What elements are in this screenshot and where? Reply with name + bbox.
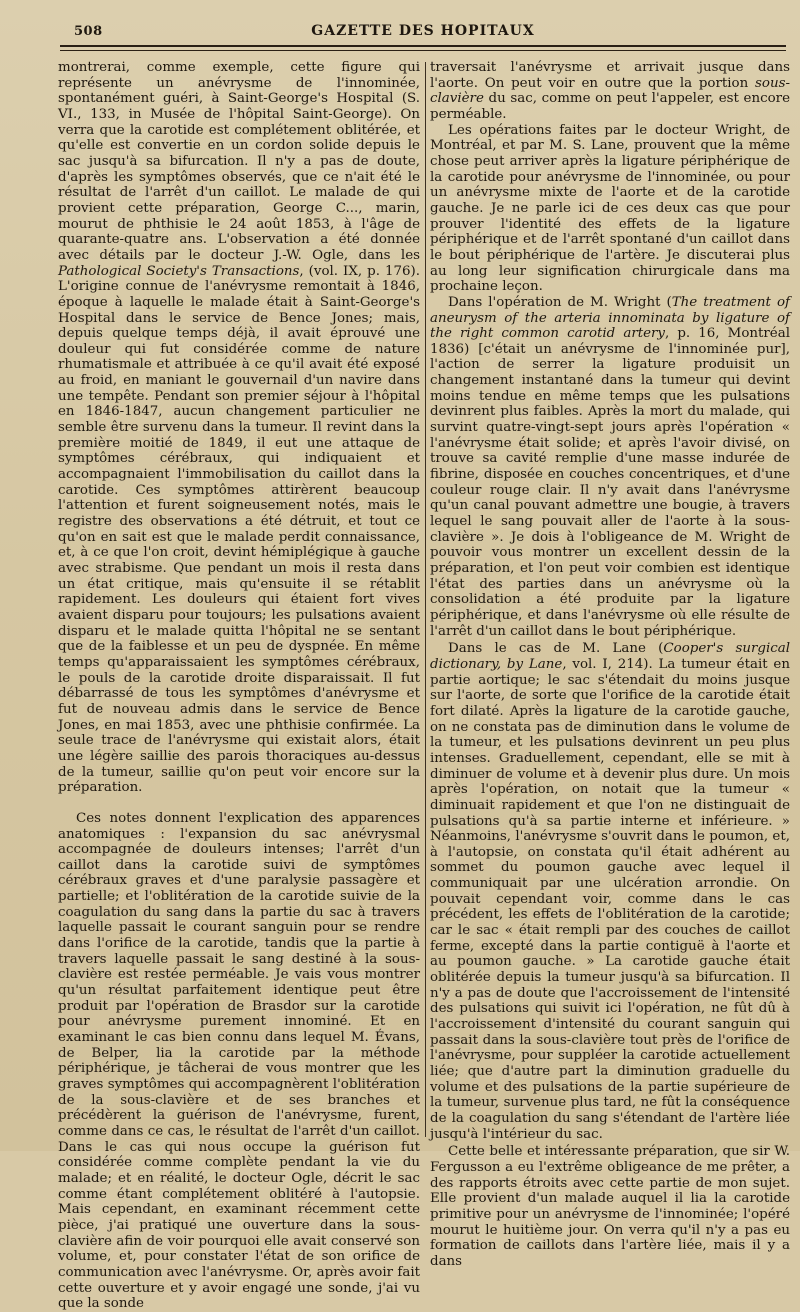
paragraph: traversait l'anévrysme et arrivait jusque dans l'aorte. On peut voir en outre que la portion sous-clavière du sac, comme on peut l'appeler, est encore perméable. (430, 60, 790, 122)
reference-title: Cooper's surgical dictionary, by Lane (430, 641, 790, 672)
page-number: 508 (74, 24, 103, 39)
header-rule (60, 45, 786, 51)
paragraph: Dans le cas de M. Lane (Cooper's surgical dictionary, by Lane, vol. I, 214). La tumeur était en partie aortique; le sac s'étendait du moins jusque sur l'aorte, de sorte que l'orifice de la carotide était fort dilaté. Après la ligature de la carotide gauche, on ne constata pas de diminution dans le volume de la tumeur, et les pulsations devinrent un peu plus intenses. Graduellement, cependant, elle se mit à diminuer de volume et à devenir plus dure. Un mois après l'opération, on notait que la tumeur « diminuait rapidement et que l'on ne distinguait de pulsations qu'à sa partie interne et inférieure. » Néanmoins, l'anévrysme s'ouvrit dans le poumon, et, à l'autopsie, on constata qu'il était adhérent au sommet du poumon gauche avec lequel il communiquait par une ulcération arrondie. On pouvait cependant voir, comme dans le cas précédent, les effets de l'oblitération de la carotide; car le sac « était rempli par des couches de caillot ferme, excepté dans la partie contiguë à l'aorte et au poumon gauche. » La carotide gauche était oblitérée depuis la tumeur jusqu'à sa bifurcation. Il n'y a pas de doute que l'accroissement de l'intensité des pulsations qui suivit ici l'opération, ne fût dû à l'accroissement d'intensité du courant sanguin qui passait dans la sous-clavière tout près de l'orifice de l'anévrysme, pour suppléer la carotide actuellement liée; que d'autre part la diminution graduelle du volume et des pulsations de la partie supérieure de la tumeur, survenue plus tard, ne fût la conséquence de la coagulation du sang s'étendant de l'artère liée jusqu'à l'intérieur du sac. (430, 641, 790, 1142)
column-divider (425, 62, 426, 1137)
reference-title: The treatment of aneurysm of the arteria innominata by ligature of the right common carotid artery (430, 294, 790, 342)
emphasis: sous-clavière (430, 75, 790, 107)
journal-title: Pathological Society's Transactions (58, 263, 300, 279)
paragraph: Ces notes donnent l'explication des apparences anatomiques : l'expansion du sac anévrysmal accompagnée de douleurs intenses; l'arrêt d'un caillot dans la carotide suivi de symptômes cérébraux graves et d'une paralysie passagère et partielle; et l'oblitération de la carotide suivie de la coagulation du sang dans la partie du sac à travers laquelle passait le courant sanguin pour se rendre dans l'orifice de la carotide, tandis que la partie à travers laquelle passait le sang destiné à la sous-clavière est restée perméable. Je vais vous montrer qu'un résultat parfaitement identique peut être produit par l'opération de Brasdor sur la carotide pour anévrysme purement innominé. Et en examinant le cas bien connu dans lequel M. Évans, de Belper, lia la carotide par la méthode périphérique, je tâcherai de vous montrer que les graves symptômes qui accompagnèrent l'oblitération de la sous-clavière et de ses branches et précédèrent la guérison de l'anévrysme, furent, comme dans ce cas, le résultat de l'arrêt d'un caillot. Dans le cas qui nous occupe la guérison fut considérée comme complète pendant la vie du malade; et en réalité, le docteur Ogle, décrit le sac comme étant complétement oblitéré à l'autopsie. Mais cependant, en examinant récemment cette pièce, j'ai pratiqué une ouverture dans la sous-clavière afin de voir pourquoi elle avait conservé son volume, et, pour constater l'état de son orifice de communication avec l'anévrysme. Or, après avoir fait cette ouverture et y avoir engagé une sonde, j'ai vu que la sonde (58, 810, 420, 1312)
left-column (58, 60, 420, 1312)
paragraph: Les opérations faites par le docteur Wright, de Montréal, et par M. S. Lane, prouvent que la même chose peut arriver après la ligature périphérique de la carotide pour anévrysme de l'innominée, ou pour un anévrysme mixte de l'aorte et de la carotide gauche. Je ne parle ici de ces deux cas que pour prouver l'identité des effets de la ligature périphérique et de l'arrêt spontané d'un caillot dans le bout périphérique de l'artère. Je discuterai plus au long leur signification chirurgicale dans ma prochaine leçon. (430, 122, 790, 295)
running-title: GAZETTE DES HOPITAUX (311, 23, 535, 39)
page-header (60, 20, 786, 46)
paragraph: Dans l'opération de M. Wright (The treatment of aneurysm of the arteria innominata by ligature of the right common carotid artery, p. 16, Montréal 1836) [c'était un anévrysme de l'innominée pur], l'action de serrer la ligature produisit un changement instantané dans la tumeur qui devint moins tendue en même temps que les pulsations devinrent plus faibles. Après la mort du malade, qui survint quatre-vingt-sept jours après l'opération « l'anévrysme était solide; et après l'avoir divisé, on trouve sa cavité remplie d'une masse indurée de fibrine, disposée en couches concentriques, et d'une couleur rouge clair. Il n'y avait dans l'anévrysme qu'un canal pouvant admettre une bougie, à travers lequel le sang pouvait aller de l'aorte à la sous-clavière ». Je dois à l'obligeance de M. Wright de pouvoir vous montrer un excellent dessin de la préparation, et l'on peut voir combien est identique l'état des parties dans un anévrysme où la consolidation a été produite par la ligature périphérique, et dans l'anévrysme où elle résulte de l'arrêt d'un caillot dans le bout périphérique. (430, 294, 790, 639)
paragraph: montrerai, comme exemple, cette figure qui représente un anévrysme de l'innominée, spontanément guéri, à Saint-George's Hospital (S. VI., 133, in Musée de l'hôpital Saint-George). On verra que la carotide est complétement oblitérée, et qu'elle est convertie en un cordon solide depuis le sac jusqu'à sa bifurcation. Il n'y a pas de doute, d'après les symptômes observés, que ce n'ait été le résultat de l'arrêt d'un caillot. Le malade de qui provient cette préparation, George C..., marin, mourut de phthisie le 24 août 1853, à l'âge de quarante-quatre ans. L'observation a été donnée avec détails par le docteur J.-W. Ogle, dans les Pathological Society's Transactions, (vol. IX, p. 176). L'origine connue de l'anévrysme remontait à 1846, époque à laquelle le malade était à Saint-George's Hospital dans le service de Bence Jones; mais, depuis quelque temps déjà, il avait éprouvé une douleur qui fut considérée comme de nature rhumatismale et attribuée à ce qu'il avait été exposé au froid, en maniant le gouvernail d'un navire dans une tempête. Pendant son premier séjour à l'hôpital en 1846-1847, aucun changement particulier ne semble être survenu dans la tumeur. Il revint dans la première moitié de 1849, il eut une attaque de symptômes cérébraux, qui indiquaient et accompagnaient l'immobilisation du caillot dans la carotide. Ces symptômes attirèrent beaucoup l'attention et furent soigneusement notés, mais le registre des observations a été détruit, et tout ce qu'on en sait est que le malade perdit connaissance, et, à ce que l'on croit, devint hémiplégique à gauche avec strabisme. Que pendant un mois il resta dans un état critique, mais qu'ensuite il se rétablit rapidement. Les douleurs qui étaient fort vives avaient disparu pour toujours; les pulsations avaient disparu et le malade quitta l'hôpital ne se sentant que de la faiblesse et un peu de dyspnée. En même temps qu'apparaissaient les symptômes cérébraux, le pouls de la carotide droite disparaissait. Il fut débarrassé de tous les symptômes d'anévrysme et fut de nouveau admis dans le service de Bence Jones, en mai 1853, avec une phthisie confirmée. La seule trace de l'anévrysme qui existait alors, était une légère saillie des parois thoraciques au-dessus de la tumeur, saillie qu'on peut voir encore sur la préparation. (58, 60, 420, 796)
right-column (430, 60, 790, 1269)
paragraph: Cette belle et intéressante préparation, que sir W. Fergusson a eu l'extrême obligeance de me prêter, a des rapports étroits avec cette partie de mon sujet. Elle provient d'un malade auquel il lia la carotide primitive pour un anévrysme de l'innominée; l'opéré mourut le huitième jour. On verra qu'il n'y a pas eu formation de caillots dans l'artère liée, mais il y a dans (430, 1144, 790, 1269)
